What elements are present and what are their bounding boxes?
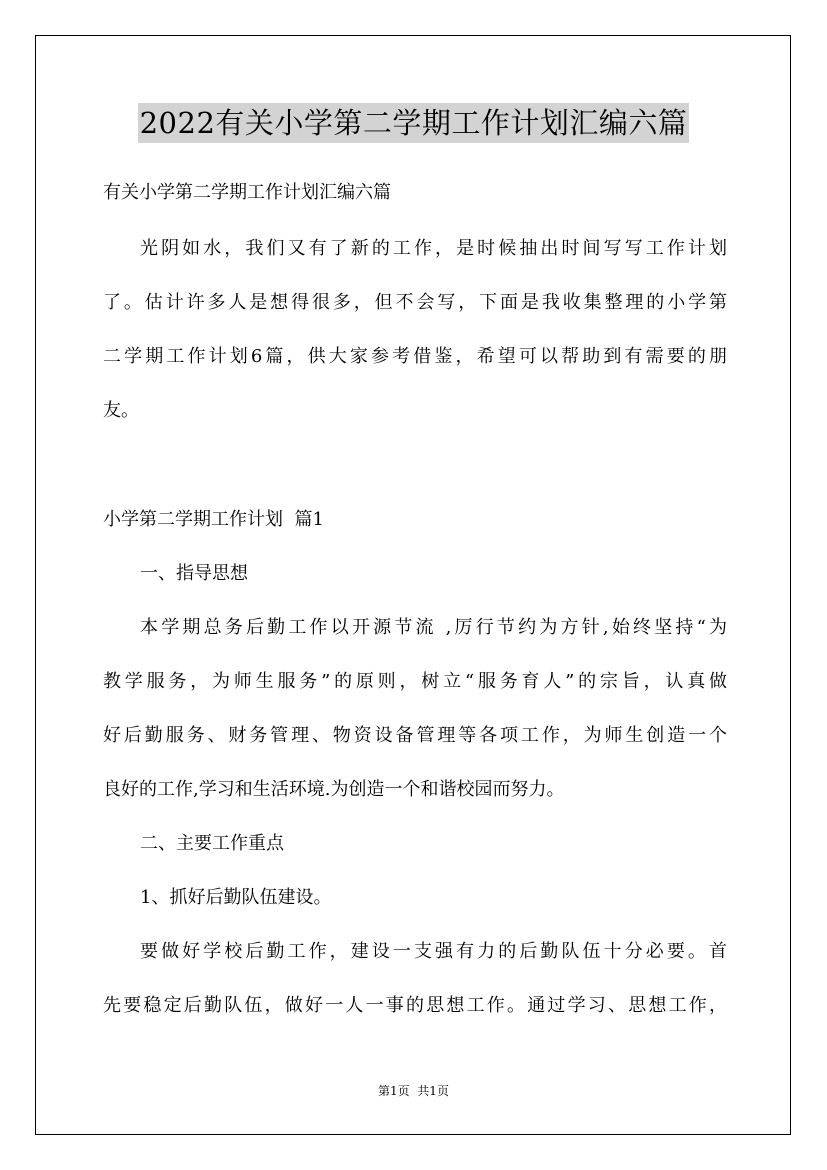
item1-line-1: 要做好学校后勤工作，建设一支强有力的后勤队伍十分必要。首 bbox=[140, 941, 727, 962]
part2-heading: 二、主要工作重点 bbox=[140, 833, 284, 854]
part1-line-1: 本学期总务后勤工作以开源节流 ,厉行节约为方针,始终坚持“为 bbox=[140, 617, 727, 638]
part1-line-3: 好后勤服务、财务管理、物资设备管理等各项工作，为师生创造一个 bbox=[103, 725, 727, 746]
item1-heading: 1、抓好后勤队伍建设。 bbox=[140, 887, 332, 908]
page-footer: 第1页 共1页 bbox=[378, 1084, 449, 1098]
intro-line-4: 友。 bbox=[103, 400, 139, 421]
title-wrap bbox=[0, 103, 827, 143]
part1-line-2: 教学服务，为师生服务”的原则，树立“服务育人”的宗旨，认真做 bbox=[103, 671, 727, 692]
intro-line-2: 了。估计许多人是想得很多，但不会写，下面是我收集整理的小学第 bbox=[103, 292, 727, 313]
part1-heading: 一、指导思想 bbox=[140, 563, 248, 584]
intro-line-3: 二学期工作计划6篇，供大家参考借鉴，希望可以帮助到有需要的朋 bbox=[103, 346, 727, 367]
section-heading: 小学第二学期工作计划 篇1 bbox=[103, 509, 324, 530]
document-subtitle: 有关小学第二学期工作计划汇编六篇 bbox=[103, 182, 391, 203]
item1-line-2: 先要稳定后勤队伍，做好一人一事的思想工作。通过学习、思想工作， bbox=[103, 995, 727, 1016]
intro-line-1: 光阴如水，我们又有了新的工作，是时候抽出时间写写工作计划 bbox=[140, 238, 727, 259]
document-title: 2022有关小学第二学期工作计划汇编六篇 bbox=[138, 103, 690, 143]
part1-line-4: 良好的工作,学习和生活环境.为创造一个和谐校园而努力。 bbox=[103, 779, 565, 800]
